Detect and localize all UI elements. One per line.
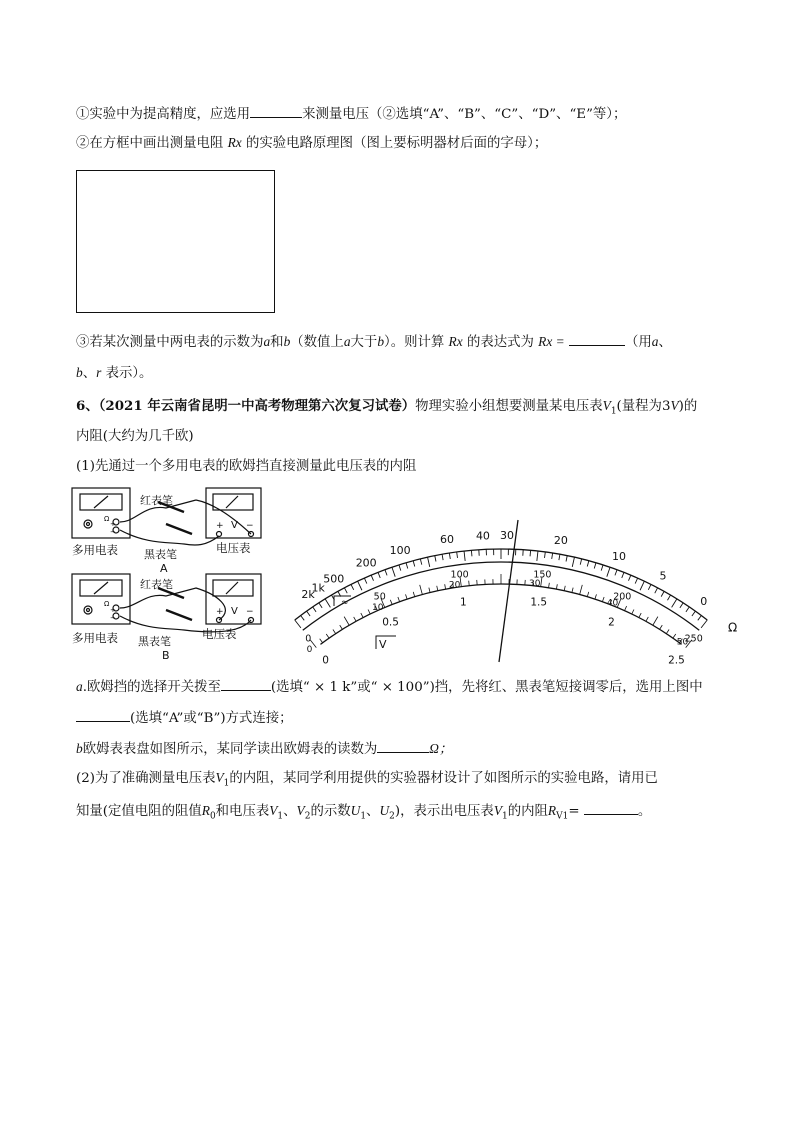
voltmeter-label-a: 电压表 xyxy=(216,541,251,555)
ohm-scale-label: 5 xyxy=(659,569,667,583)
dial-tick xyxy=(572,588,573,593)
q6-line-a2: (选填“A”或“B”)方式连接； xyxy=(76,707,293,728)
dial-tick xyxy=(587,592,588,597)
dial-tick xyxy=(530,550,531,556)
dial-tick xyxy=(635,578,637,583)
dial-tick xyxy=(457,552,458,558)
question-number: 6、 xyxy=(76,398,99,414)
dial-tick xyxy=(295,620,301,628)
dial-tick xyxy=(361,613,363,617)
dial-tick xyxy=(564,586,565,591)
dial-tick xyxy=(398,597,400,602)
q6-line-b: b欧姆表表盘如图所示，某同学读出欧姆表的读数为 Ω； xyxy=(76,738,452,759)
ohm-scale-label: 500 xyxy=(323,572,345,586)
dial-tick xyxy=(667,595,670,600)
dial-tick xyxy=(420,559,421,565)
dial-tick xyxy=(371,575,373,581)
q5-line-3: ③若某次测量中两电表的示数为a和b（数值上a大于b）。则计算 Rx 的表达式为 Rx = （用a、 xyxy=(76,331,672,352)
q5-line-1 xyxy=(76,103,626,124)
dial-tick xyxy=(595,594,597,599)
dial-tick xyxy=(325,599,330,608)
dc-scale-label: 150 xyxy=(533,569,552,581)
dial-tick xyxy=(364,578,366,583)
ohm-scale-label: 20 xyxy=(553,534,568,548)
dial-tick xyxy=(469,581,470,586)
var-a: a xyxy=(263,334,271,349)
red-probe-label-b: 红表笔 xyxy=(140,578,173,591)
dial-tick xyxy=(464,551,465,561)
v-scale-label: 2 xyxy=(608,616,615,629)
dial-tick xyxy=(660,625,663,629)
v-scale-label: 0 xyxy=(322,654,329,667)
dial-tick xyxy=(358,581,362,590)
dc-scale-label: 0 xyxy=(305,633,312,645)
ohm-scale-label: 40 xyxy=(475,529,490,543)
dial-tick xyxy=(437,586,438,591)
ohm-scale-label: 60 xyxy=(440,533,455,547)
q5-line-2 xyxy=(76,134,547,153)
dial-tick xyxy=(655,588,658,593)
multimeter-label-b: 多用电表 xyxy=(72,631,118,645)
q6-line-2: 内阻(大约为几千欧) xyxy=(76,429,194,444)
dial-tick xyxy=(552,553,553,559)
dial-tick xyxy=(344,588,347,593)
var-r: r xyxy=(96,365,102,380)
dial-tick xyxy=(354,617,356,621)
svg-text:V: V xyxy=(231,606,238,617)
dial-tick xyxy=(420,585,423,595)
dial-tick xyxy=(392,567,395,576)
dial-tick xyxy=(615,570,617,576)
svg-text:−: − xyxy=(110,528,116,536)
dial-tick xyxy=(537,551,538,561)
omega-unit: Ω xyxy=(728,620,738,635)
ohmmeter-dial xyxy=(295,520,737,666)
dial-tick xyxy=(587,561,589,567)
dial-tick xyxy=(449,553,450,559)
red-probe-label-a: 红表笔 xyxy=(140,494,173,507)
answer-blank-rx[interactable] xyxy=(569,331,625,346)
dial-tick xyxy=(692,611,695,616)
dc-scale-label: 250 xyxy=(684,633,703,645)
dial-tick xyxy=(625,606,627,611)
text: 来测量电压（②选填“A”、“B”、“C”、“D”、“E”等）； xyxy=(302,107,627,122)
dial-tick xyxy=(471,550,472,556)
dial-tick xyxy=(632,609,634,614)
answer-blank-connection[interactable] xyxy=(76,707,130,722)
text: 的实验电路原理图（图上要标明器材后面的字母）； xyxy=(245,136,548,151)
setup-a-label: A xyxy=(160,562,168,575)
ohm-scale-label: 30 xyxy=(500,529,515,543)
ohm-scale-label: 10 xyxy=(611,549,626,563)
ohm-scale-label: 0 xyxy=(700,594,708,608)
dial-tick xyxy=(319,603,322,608)
svg-text:+: + xyxy=(110,520,116,528)
svg-text:+: + xyxy=(216,607,224,617)
svg-text:V: V xyxy=(231,520,238,531)
black-probe-label-a: 黑表笔 xyxy=(144,548,177,561)
dial-tick xyxy=(390,600,392,605)
current-scale-label: 50 xyxy=(676,637,689,648)
dial-tick xyxy=(680,603,683,608)
q6-line-a: a.欧姆挡的选择开关拨至 (选填“ × 1 k”或“ × 100”)挡，先将红、黑表笔短接调零后，选用上图中 xyxy=(76,676,703,697)
dial-tick xyxy=(399,565,401,571)
dial-tick xyxy=(653,617,658,626)
q5-line-4: b、r 表示）。 xyxy=(76,365,153,381)
current-scale-label: 30 xyxy=(529,578,541,589)
dial-tick xyxy=(686,607,689,612)
dial-tick xyxy=(566,556,567,562)
dial-tick xyxy=(673,634,676,638)
dial-tick xyxy=(559,554,560,560)
dial-tick xyxy=(428,557,430,567)
q6-part-2b: 知量(定值电阻的阻值$R_0$和电压表$V_1$、$V_2$的示数$U_1$、$U_2$)，表示出电压表$V_1$的内阻$R_{V1}=$ 。 xyxy=(76,800,651,826)
dc-scale-label: 100 xyxy=(450,569,469,581)
question-source: （2021 年云南省昆明一中高考物理第六次复习试卷） xyxy=(98,398,416,414)
dial-tick xyxy=(307,611,310,616)
dial-tick xyxy=(413,592,414,597)
dial-tick xyxy=(594,563,596,569)
dial-tick xyxy=(601,565,603,571)
v-scale-label: 0.5 xyxy=(382,616,399,629)
current-scale-label: 10 xyxy=(372,603,384,614)
svg-text:Ω: Ω xyxy=(104,600,110,608)
svg-text:−: − xyxy=(246,607,254,617)
q6-line-1: 6、（2021 年云南省昆明一中高考物理第六次复习试卷）物理实验小组想要测量某电压表$V_1$(量程为3V)的 xyxy=(76,398,698,417)
dial-tick xyxy=(602,597,604,602)
dial-tick xyxy=(607,567,610,576)
dial-tick xyxy=(320,639,323,643)
dc-scale-label: 50 xyxy=(373,591,386,603)
current-scale-label: 20 xyxy=(448,580,461,591)
dial-tick xyxy=(413,561,415,567)
v-scale-label: 1 xyxy=(459,596,467,609)
dial-tick xyxy=(580,585,583,595)
current-scale-label: 40 xyxy=(606,598,619,609)
v1-symbol: V xyxy=(602,398,611,413)
multimeter-label-a: 多用电表 xyxy=(72,543,118,557)
dial-tick xyxy=(640,581,644,590)
dial-tick xyxy=(628,575,630,581)
dial-tick xyxy=(378,572,380,578)
dial-tick xyxy=(406,563,408,569)
dial-tick xyxy=(646,617,648,621)
dial-arc-current xyxy=(303,562,699,630)
dial-tick xyxy=(435,556,436,562)
q6-part-1: (1)先通过一个多用电表的欧姆挡直接测量此电压表的内阻 xyxy=(76,459,417,474)
dial-infinity-mark: ≈ xyxy=(341,598,349,608)
dial-tick xyxy=(351,584,354,589)
rx-symbol: Rx xyxy=(227,135,242,150)
svg-text:+: + xyxy=(216,521,224,531)
dial-tick xyxy=(301,616,305,621)
v-scale-label: 2.5 xyxy=(668,654,685,667)
dial-tick xyxy=(340,625,343,629)
dial-v-mark: V xyxy=(379,638,387,651)
var-b: b xyxy=(283,334,291,349)
text: ①实验中为提高精度，应选用 xyxy=(76,107,251,122)
dial-tick xyxy=(326,634,329,638)
dial-tick xyxy=(313,607,316,612)
ohm-scale-label: 100 xyxy=(389,544,411,558)
ohm-scale-label: 200 xyxy=(355,556,377,570)
svg-text:−: − xyxy=(110,614,116,622)
rx-equation: Rx = xyxy=(538,334,565,349)
dc-scale-label: 200 xyxy=(613,591,632,603)
dial-tick xyxy=(344,617,349,626)
dial-tick xyxy=(639,613,641,617)
dial-tick xyxy=(556,584,557,589)
answer-blank-reading[interactable] xyxy=(377,738,429,753)
dial-tick xyxy=(701,620,707,628)
q6-part-2: (2)为了准确测量电压表$V_1$的内阻，某同学利用提供的实验器材设计了如图所示的实验电路，请用已 xyxy=(76,770,658,789)
v-scale-label: 1.5 xyxy=(530,596,548,609)
svg-text:+: + xyxy=(110,606,116,614)
meter-figure xyxy=(66,484,738,667)
dial-tick xyxy=(406,594,408,599)
answer-blank-1[interactable] xyxy=(250,103,302,118)
dial-tick xyxy=(622,572,624,578)
dial-tick xyxy=(333,629,336,633)
setup-b-label: B xyxy=(162,649,170,662)
text: ②在方框中画出测量电阻 xyxy=(76,136,224,151)
dial-tick xyxy=(442,554,443,560)
dial-tick xyxy=(698,616,702,621)
dial-tick xyxy=(580,559,581,565)
dial-tick xyxy=(661,591,664,596)
ohm-scale-label: 2k xyxy=(301,587,315,601)
current-scale-label: 0 xyxy=(306,645,313,656)
answer-blank-rv1[interactable] xyxy=(584,800,638,815)
circuit-drawing-box[interactable] xyxy=(76,170,275,313)
dial-tick xyxy=(648,584,651,589)
dial-tick xyxy=(672,599,677,608)
dial-tick xyxy=(549,583,550,588)
dial-tick xyxy=(572,557,574,567)
voltmeter-label-b: 电压表 xyxy=(202,627,237,641)
dial-tick xyxy=(385,570,387,576)
dial-tick xyxy=(368,609,370,614)
dial-tick xyxy=(545,552,546,558)
dial-tick xyxy=(429,588,430,593)
dial-tick xyxy=(666,629,669,633)
svg-text:−: − xyxy=(246,521,254,531)
svg-text:Ω: Ω xyxy=(104,515,110,523)
black-probe-label-b: 黑表笔 xyxy=(138,635,171,648)
ohm-scale-label: 1k xyxy=(311,581,325,595)
dial-tick xyxy=(445,584,446,589)
answer-blank-range[interactable] xyxy=(221,676,271,691)
